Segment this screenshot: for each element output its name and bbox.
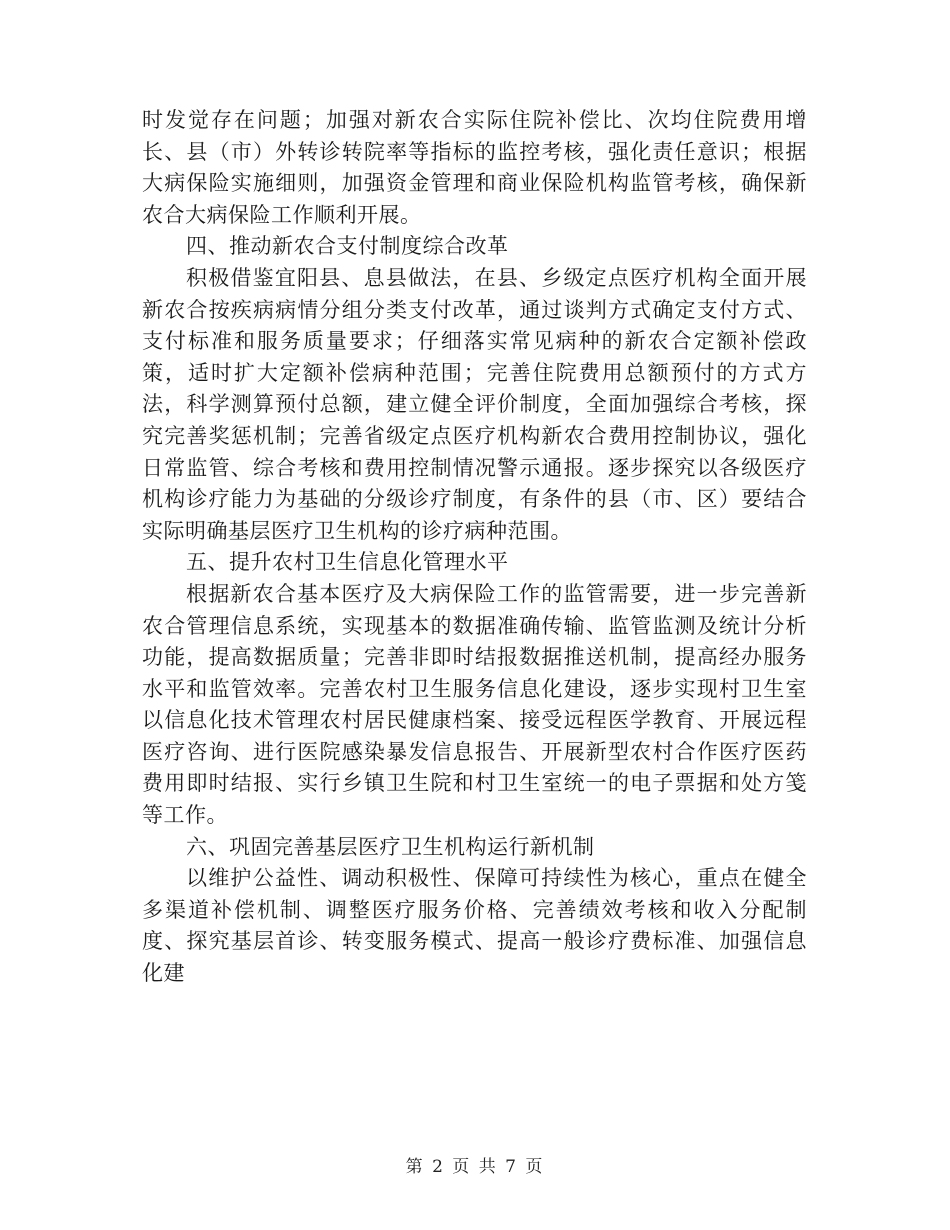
- paragraph-payment-reform: 积极借鉴宜阳县、息县做法，在县、乡级定点医疗机构全面开展新农合按疾病病情分组分类支付改革，通过谈判方式确定支付方式、支付标准和服务质量要求；仔细落实常见病种的新农合定额补偿政策，适时扩大定额补偿病种范围；完善住院费用总额预付的方式方法，科学测算预付总额，建立健全评价制度，全面加强综合考核，探究完善奖惩机制；完善省级定点医疗机构新农合费用控制协议，强化日常监管、综合考核和费用控制情况警示通报。逐步探究以各级医疗机构诊疗能力为基础的分级诊疗制度，有条件的县（市、区）要结合实际明确基层医疗卫生机构的诊疗病种范围。: [142, 265, 807, 543]
- footer-middle: 页 共: [452, 1157, 498, 1177]
- section-heading-4: 四、推动新农合支付制度综合改革: [186, 234, 509, 259]
- paragraph-continuation: 时发觉存在问题；加强对新农合实际住院补偿比、次均住院费用增长、县（市）外转诊转院率等指标的监控考核，强化责任意识；根据大病保险实施细则，加强资金管理和商业保险机构监管考核，确保新农合大病保险工作顺利开展。: [142, 108, 807, 227]
- section-heading-5: 五、提升农村卫生信息化管理水平: [186, 550, 509, 575]
- footer-current-page: 2: [432, 1157, 445, 1177]
- paragraph-informatization: 根据新农合基本医疗及大病保险工作的监管需要，进一步完善新农合管理信息系统，实现基本的数据准确传输、监管监测及统计分析功能，提高数据质量；完善非即时结报数据推送机制，提高经办服务水平和监管效率。完善农村卫生服务信息化建设，逐步实现村卫生室以信息化技术管理农村居民健康档案、接受远程医学教育、开展远程医疗咨询、进行医院感染暴发信息报告、开展新型农村合作医疗医药费用即时结报、实行乡镇卫生院和村卫生室统一的电子票据和处方笺等工作。: [142, 581, 807, 828]
- page-footer: [0, 1152, 950, 1177]
- section-heading-6: 六、巩固完善基层医疗卫生机构运行新机制: [186, 834, 595, 859]
- footer-prefix: 第: [405, 1157, 425, 1177]
- footer-suffix: 页: [525, 1157, 545, 1177]
- document-page: [142, 105, 807, 990]
- paragraph-mechanism: 以维护公益性、调动积极性、保障可持续性为核心，重点在健全多渠道补偿机制、调整医疗服务价格、完善绩效考核和收入分配制度、探究基层首诊、转变服务模式、提高一般诊疗费标准、加强信息化建: [142, 866, 807, 986]
- footer-total-pages: 7: [505, 1157, 518, 1177]
